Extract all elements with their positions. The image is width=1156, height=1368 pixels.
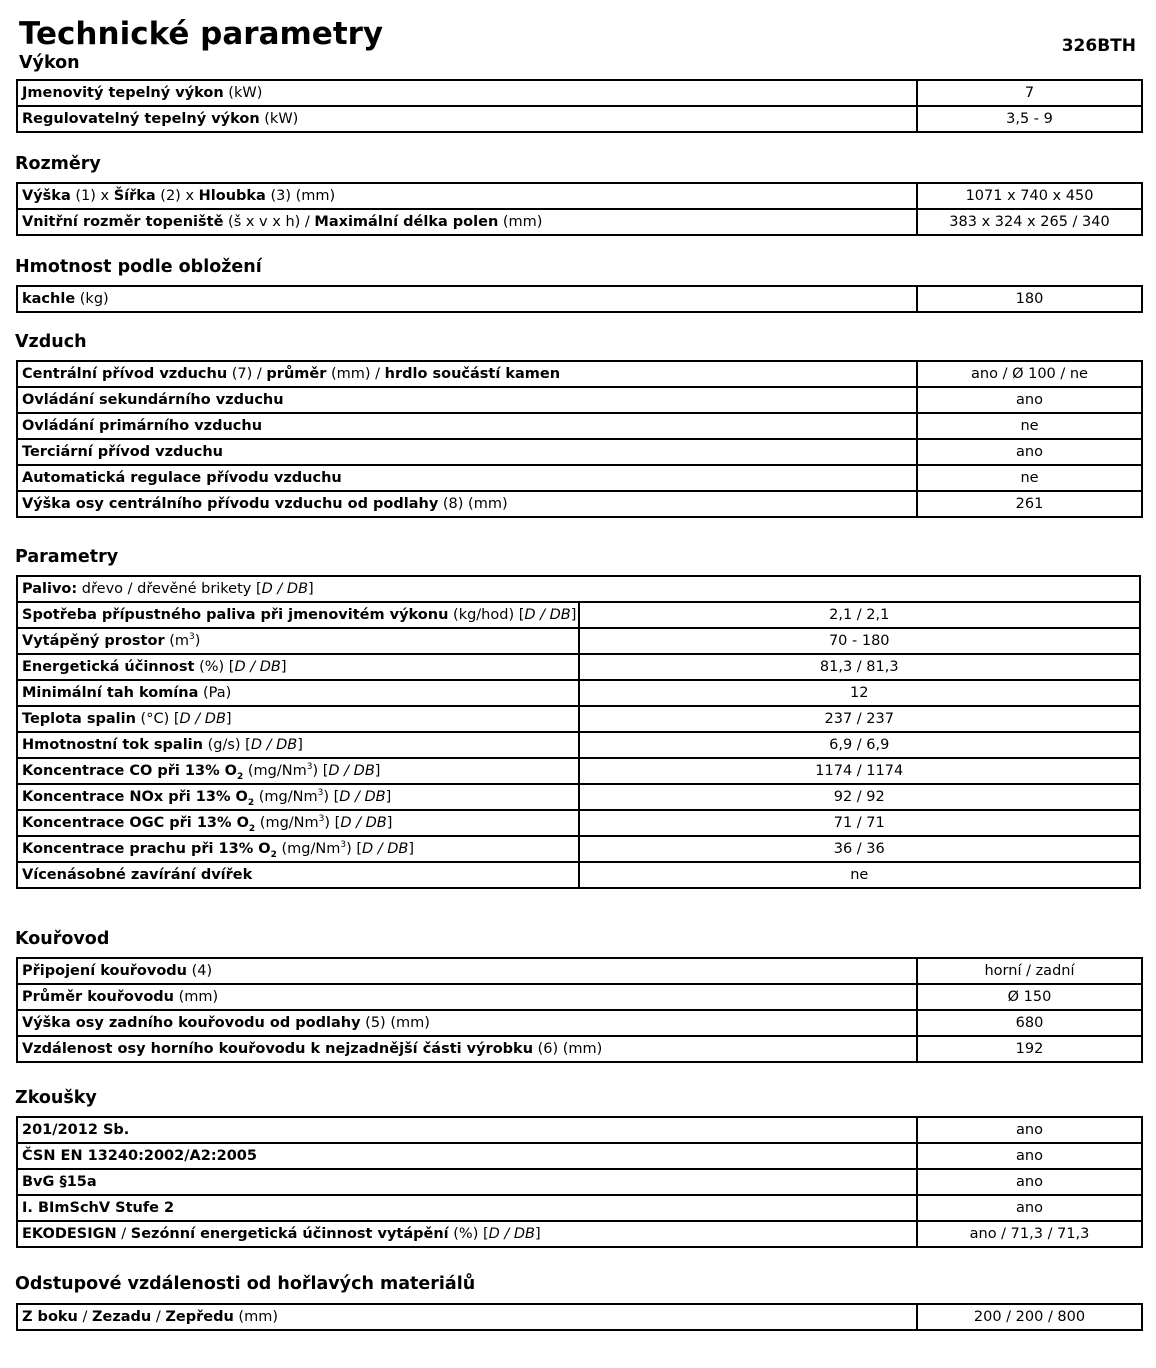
label-segment: BvG §15a — [22, 1174, 97, 1190]
table-row — [17, 413, 1142, 439]
row-label — [17, 1304, 917, 1330]
label-segment: Koncentrace CO při 13% O — [22, 763, 238, 779]
table-row — [17, 576, 1140, 602]
row-value: 6,9 / 6,9 — [579, 732, 1141, 758]
section-title-rozmery: Rozměry — [15, 154, 101, 174]
label-segment: ] — [308, 581, 314, 597]
row-label — [17, 628, 579, 654]
label-segment: (mm) — [233, 1309, 278, 1325]
label-segment: Zezadu — [91, 1309, 152, 1325]
label-segment: ] — [280, 659, 287, 675]
table-row — [17, 602, 1140, 628]
table-row — [17, 1143, 1142, 1169]
table-row — [17, 862, 1140, 888]
label-segment: D / DB — [250, 737, 298, 753]
table-row — [17, 1010, 1142, 1036]
label-segment: Vzdálenost osy horního kouřovodu k nejzadnější části výrobku — [22, 1041, 534, 1057]
label-segment: 3 — [189, 632, 195, 643]
table-row — [17, 439, 1142, 465]
label-segment: ) [ — [346, 841, 362, 857]
table-row — [17, 465, 1142, 491]
label-segment: (mg/Nm — [243, 763, 307, 779]
row-value: 81,3 / 81,3 — [579, 654, 1141, 680]
model-code: 326BTH — [1061, 36, 1136, 56]
label-segment: ] — [385, 789, 392, 805]
row-value: 200 / 200 / 800 — [917, 1304, 1142, 1330]
row-value: 680 — [917, 1010, 1142, 1036]
row-label — [17, 784, 579, 810]
section-title-hmotnost: Hmotnost podle obložení — [15, 257, 262, 277]
label-segment: ] — [408, 841, 415, 857]
label-segment: D / DB — [179, 711, 226, 727]
label-segment: 3 — [318, 814, 325, 825]
section-title-vzduch: Vzduch — [15, 332, 87, 352]
row-value: ne — [579, 862, 1141, 888]
label-segment: Koncentrace prachu při 13% O — [22, 841, 271, 857]
label-segment: (m — [164, 633, 189, 649]
row-value: 36 / 36 — [579, 836, 1141, 862]
label-segment: (mg/Nm — [276, 841, 341, 857]
label-segment: D / DB — [328, 763, 375, 779]
label-segment: Regulovatelný tepelný výkon — [22, 111, 260, 127]
label-segment: 201/2012 Sb. — [22, 1122, 130, 1138]
label-segment: ] — [297, 737, 303, 753]
label-segment: I. BImSchV Stufe 2 — [22, 1200, 175, 1216]
row-value: ano / 71,3 / 71,3 — [917, 1221, 1142, 1247]
label-segment: Jmenovitý tepelný výkon — [22, 85, 224, 101]
table-rozmery — [16, 182, 1143, 236]
label-segment: 2 — [270, 849, 277, 860]
label-segment: Průměr kouřovodu — [22, 989, 175, 1005]
label-segment: (8) (mm) — [438, 496, 508, 512]
label-segment: ) — [194, 633, 201, 649]
label-segment: Ovládání sekundárního vzduchu — [22, 392, 284, 408]
row-value: ano — [917, 1169, 1142, 1195]
label-segment: D / DB — [339, 789, 386, 805]
row-value: 2,1 / 2,1 — [579, 602, 1141, 628]
table-row — [17, 1221, 1142, 1247]
label-segment: (kW) — [259, 111, 299, 127]
row-label — [17, 80, 917, 106]
table-kourovod — [16, 957, 1143, 1063]
label-segment: D / DB — [261, 581, 309, 597]
label-segment: EKODESIGN — [22, 1226, 117, 1242]
row-label — [17, 1036, 917, 1062]
label-segment: Vytápěný prostor — [22, 633, 165, 649]
label-segment: hrdlo součástí kamen — [384, 366, 561, 382]
label-segment: Výška osy centrálního přívodu vzduchu od podlahy — [22, 496, 439, 512]
row-label — [17, 387, 917, 413]
label-segment: (š x v x h) / — [223, 214, 315, 230]
label-segment: Vnitřní rozměr topeniště — [22, 214, 224, 230]
row-label — [17, 758, 579, 784]
label-segment: průměr — [266, 366, 327, 382]
label-segment: (kW) — [223, 85, 263, 101]
label-segment: Ovládání primárního vzduchu — [22, 418, 263, 434]
row-label — [17, 1221, 917, 1247]
row-label — [17, 810, 579, 836]
label-segment: (mm) — [498, 214, 543, 230]
label-segment: (%) [ — [448, 1226, 489, 1242]
row-value: ano — [917, 1143, 1142, 1169]
label-segment: (7) / — [227, 366, 267, 382]
table-row — [17, 491, 1142, 517]
label-segment: Koncentrace NOx při 13% O — [22, 789, 248, 805]
label-segment: (mg/Nm — [254, 789, 318, 805]
label-segment: Spotřeba přípustného paliva při jmenovitém výkonu — [22, 607, 449, 623]
label-segment: ] — [374, 763, 381, 779]
table-row — [17, 810, 1140, 836]
label-segment: 2 — [247, 797, 255, 808]
table-row — [17, 958, 1142, 984]
label-segment: ) [ — [312, 763, 329, 779]
table-row — [17, 628, 1140, 654]
label-segment: 2 — [237, 771, 244, 782]
label-segment: (4) — [187, 963, 213, 979]
label-segment: (°C) [ — [135, 711, 180, 727]
label-segment: Centrální přívod vzduchu — [22, 366, 228, 382]
table-row — [17, 984, 1142, 1010]
table-vykon — [16, 79, 1143, 133]
table-row — [17, 706, 1140, 732]
label-segment: (mm) — [174, 989, 219, 1005]
table-row — [17, 80, 1142, 106]
row-label — [17, 706, 579, 732]
row-label — [17, 439, 917, 465]
label-segment: ] — [535, 1226, 541, 1242]
label-segment: (kg/hod) [ — [448, 607, 525, 623]
row-value: 71 / 71 — [579, 810, 1141, 836]
label-segment: (mg/Nm — [255, 815, 319, 831]
table-row — [17, 680, 1140, 706]
table-row — [17, 106, 1142, 132]
row-value: ano — [917, 387, 1142, 413]
label-segment: ) [ — [323, 789, 340, 805]
row-value: ne — [917, 465, 1142, 491]
table-row — [17, 387, 1142, 413]
label-segment: Zepředu — [165, 1309, 234, 1325]
label-segment: Hmotnostní tok spalin — [22, 737, 203, 753]
table-row — [17, 361, 1142, 387]
label-segment: (2) x — [155, 188, 199, 204]
label-segment: (mm) / — [326, 366, 385, 382]
row-label — [17, 361, 917, 387]
page-title: Technické parametry — [19, 16, 384, 52]
label-segment: 2 — [248, 823, 256, 834]
label-segment: Energetická účinnost — [22, 659, 195, 675]
label-segment: ] — [386, 815, 393, 831]
row-value: 70 - 180 — [579, 628, 1141, 654]
row-label — [17, 209, 917, 235]
row-label — [17, 1010, 917, 1036]
section-title-kourovod: Kouřovod — [15, 929, 110, 949]
table-row — [17, 209, 1142, 235]
label-segment: Výška — [22, 188, 71, 204]
label-segment: 3 — [317, 788, 324, 799]
label-segment: (1) x — [70, 188, 114, 204]
table-odstupove — [16, 1303, 1143, 1331]
label-segment: Šířka — [113, 188, 156, 204]
label-segment: Z boku — [22, 1309, 78, 1325]
label-segment: (3) (mm) — [265, 188, 336, 204]
row-label — [17, 862, 579, 888]
row-value: ne — [917, 413, 1142, 439]
section-title-zkousky: Zkoušky — [15, 1088, 97, 1108]
label-segment: Palivo: — [22, 581, 78, 597]
row-value: ano — [917, 439, 1142, 465]
table-parametry — [16, 575, 1141, 889]
row-label — [17, 1143, 917, 1169]
row-label — [17, 183, 917, 209]
label-segment: ČSN EN 13240:2002/A2:2005 — [22, 1148, 257, 1164]
label-segment: Sezónní energetická účinnost vytápění — [130, 1226, 449, 1242]
label-segment: / — [151, 1309, 166, 1325]
table-hmotnost — [16, 285, 1143, 313]
label-segment: / — [116, 1226, 131, 1242]
row-label — [17, 1117, 917, 1143]
label-segment: Automatická regulace přívodu vzduchu — [22, 470, 342, 486]
table-row — [17, 1304, 1142, 1330]
row-label — [17, 413, 917, 439]
table-row — [17, 784, 1140, 810]
label-segment: Výška osy zadního kouřovodu od podlahy — [22, 1015, 361, 1031]
row-value: 237 / 237 — [579, 706, 1141, 732]
label-segment: D / DB — [234, 659, 281, 675]
row-label — [17, 465, 917, 491]
row-value: ano — [917, 1117, 1142, 1143]
label-segment: kachle — [22, 291, 76, 307]
label-segment: (g/s) [ — [202, 737, 251, 753]
row-value: 7 — [917, 80, 1142, 106]
label-segment: Připojení kouřovodu — [22, 963, 188, 979]
table-zkousky — [16, 1116, 1143, 1248]
row-label — [17, 654, 579, 680]
row-label — [17, 602, 579, 628]
table-row — [17, 1117, 1142, 1143]
row-label — [17, 680, 579, 706]
label-segment: (5) (mm) — [360, 1015, 430, 1031]
label-segment: Hloubka — [198, 188, 266, 204]
table-vzduch — [16, 360, 1143, 518]
row-value: 1174 / 1174 — [579, 758, 1141, 784]
row-value: ano — [917, 1195, 1142, 1221]
row-value: Ø 150 — [917, 984, 1142, 1010]
label-segment: Maximální délka polen — [314, 214, 499, 230]
row-label — [17, 836, 579, 862]
label-segment: / — [77, 1309, 92, 1325]
label-segment: Vícenásobné zavírání dvířek — [22, 867, 253, 883]
label-segment: (6) (mm) — [533, 1041, 603, 1057]
table-row — [17, 1036, 1142, 1062]
row-label — [17, 732, 579, 758]
row-value: horní / zadní — [917, 958, 1142, 984]
label-segment: 3 — [306, 762, 313, 773]
row-value: 12 — [579, 680, 1141, 706]
label-segment: ) [ — [324, 815, 341, 831]
table-row — [17, 758, 1140, 784]
label-segment: ] — [570, 607, 577, 623]
row-value: 3,5 - 9 — [917, 106, 1142, 132]
label-segment: Koncentrace OGC při 13% O — [22, 815, 249, 831]
section-title-vykon: Výkon — [19, 53, 80, 73]
label-segment: 3 — [340, 840, 347, 851]
row-value: 92 / 92 — [579, 784, 1141, 810]
label-segment: Minimální tah komína — [22, 685, 199, 701]
row-label — [17, 984, 917, 1010]
label-segment: (Pa) — [198, 685, 232, 701]
row-value: 1071 x 740 x 450 — [917, 183, 1142, 209]
table-row — [17, 836, 1140, 862]
row-value: ano / Ø 100 / ne — [917, 361, 1142, 387]
table-row — [17, 732, 1140, 758]
row-label — [17, 576, 1140, 602]
label-segment: ] — [225, 711, 232, 727]
row-value: 192 — [917, 1036, 1142, 1062]
label-segment: D / DB — [488, 1226, 536, 1242]
row-label — [17, 106, 917, 132]
label-segment: D / DB — [340, 815, 387, 831]
section-title-parametry: Parametry — [15, 547, 119, 567]
table-row — [17, 286, 1142, 312]
label-segment: D / DB — [524, 607, 571, 623]
row-label — [17, 958, 917, 984]
row-value: 383 x 324 x 265 / 340 — [917, 209, 1142, 235]
label-segment: Terciární přívod vzduchu — [22, 444, 223, 460]
row-label — [17, 1195, 917, 1221]
section-title-odstupove: Odstupové vzdálenosti od hořlavých materiálů — [15, 1274, 476, 1294]
table-row — [17, 654, 1140, 680]
label-segment: (%) [ — [194, 659, 235, 675]
row-value: 180 — [917, 286, 1142, 312]
label-segment: Teplota spalin — [22, 711, 136, 727]
row-label — [17, 286, 917, 312]
label-segment: dřevo / dřevěné brikety [ — [77, 581, 262, 597]
label-segment: (kg) — [75, 291, 109, 307]
row-label — [17, 1169, 917, 1195]
label-segment: D / DB — [362, 841, 409, 857]
row-value: 261 — [917, 491, 1142, 517]
table-row — [17, 1169, 1142, 1195]
table-row — [17, 183, 1142, 209]
table-row — [17, 1195, 1142, 1221]
row-label — [17, 491, 917, 517]
